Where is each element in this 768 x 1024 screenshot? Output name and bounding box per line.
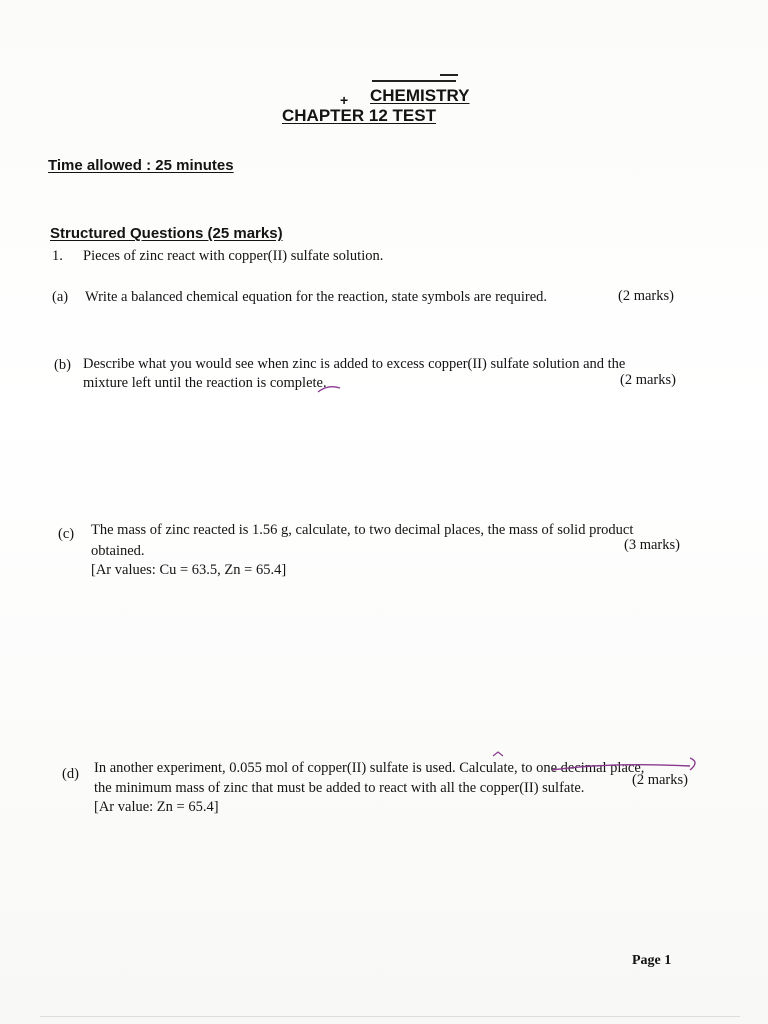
part-d-line-1: In another experiment, 0.055 mol of copper(II) sulfate is used. Calculate, to one decimal place, xyxy=(94,760,645,776)
test-title: CHAPTER 12 TEST xyxy=(282,106,436,125)
question-number: 1. xyxy=(52,248,63,264)
part-b-line-2: mixture left until the reaction is complete. xyxy=(83,375,327,391)
part-a-label: (a) xyxy=(52,289,69,305)
subject-mark: + xyxy=(340,92,349,108)
part-c-line-3: [Ar values: Cu = 63.5, Zn = 65.4] xyxy=(91,562,287,578)
part-d-marks: (2 marks) xyxy=(632,772,688,788)
pen-underline-d xyxy=(552,765,690,770)
part-b-line-1: Describe what you would see when zinc is added to excess copper(II) sulfate solution and the xyxy=(83,356,626,372)
pen-tick-b xyxy=(318,387,340,392)
question-stem: Pieces of zinc react with copper(II) sulfate solution. xyxy=(83,248,384,264)
time-allowed: Time allowed : 25 minutes xyxy=(48,157,234,174)
footer-rule xyxy=(40,1016,740,1017)
subject-title: CHEMISTRY xyxy=(370,86,470,105)
part-a-text: Write a balanced chemical equation for the reaction, state symbols are required. xyxy=(85,289,548,305)
page-number: Page 1 xyxy=(632,953,672,968)
part-c-label: (c) xyxy=(58,526,75,542)
part-c-line-1: The mass of zinc reacted is 1.56 g, calculate, to two decimal places, the mass of solid product xyxy=(91,522,634,538)
part-d-line-3: [Ar value: Zn = 65.4] xyxy=(94,799,219,815)
part-a-marks: (2 marks) xyxy=(618,288,674,304)
part-b-marks: (2 marks) xyxy=(620,372,676,388)
part-c-line-2: obtained. xyxy=(91,543,145,559)
pen-hook-d xyxy=(690,758,695,770)
section-title: Structured Questions (25 marks) xyxy=(50,225,283,242)
part-b-label: (b) xyxy=(54,357,71,373)
part-d-label: (d) xyxy=(62,766,79,782)
pen-caret-d xyxy=(493,752,503,756)
part-d-line-2: the minimum mass of zinc that must be added to react with all the copper(II) sulfate. xyxy=(94,780,585,796)
part-c-marks: (3 marks) xyxy=(624,537,680,553)
